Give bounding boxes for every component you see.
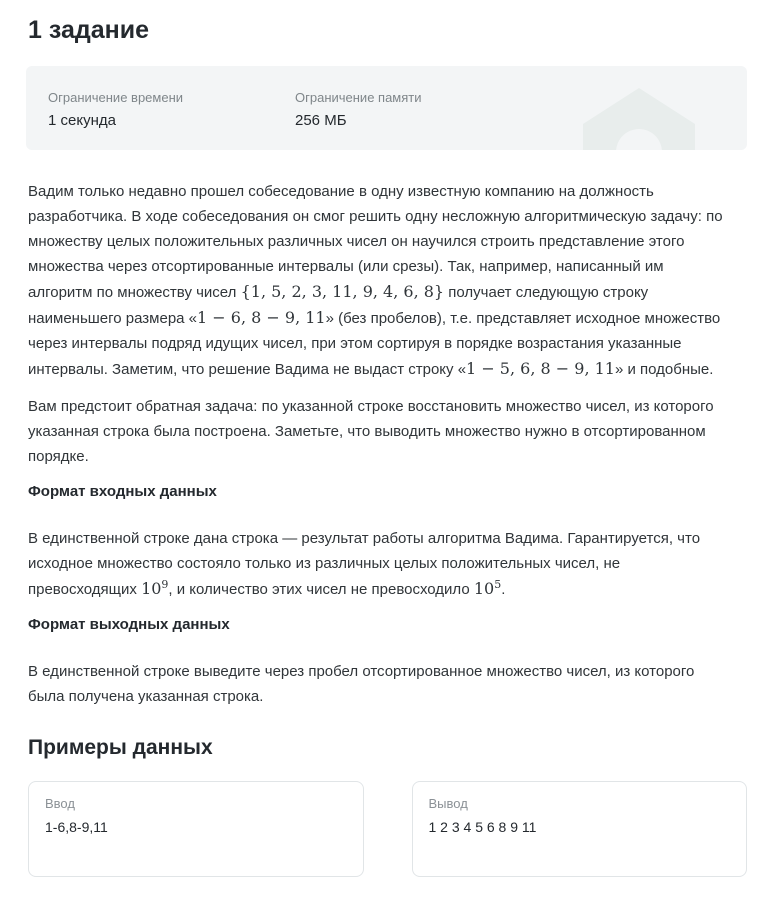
sample-output-value: 1 2 3 4 5 6 8 9 11 [428, 819, 537, 835]
math-wrong-string: 1 − 5, 6, 8 − 9, 11 [466, 359, 615, 378]
input-format-text-1: В единственной строке дана строка — результат работы алгоритма Вадима. Гарантируется, что исходное множество состояло только из различных целых положительных чисел, не превосходящих [28, 530, 701, 598]
memory-limit-label: Ограничение памяти [295, 90, 422, 105]
sample-input-box [28, 781, 364, 877]
intro-text-1: Вадим только недавно прошел собеседование в одну известную компанию на должность разработчика. В ходе собеседования он смог решить одну несложную алгоритмическую задачу: по множеству целых положительных различных чисел он научился строить представление этого множества через отсортированные интервалы (или срезы). Так, например, написанный им алгоритм по множеству чисел [28, 183, 723, 301]
math-ten-exp-5: 5 [494, 578, 502, 591]
sample-input-value: 1-6,8-9,11 [45, 819, 108, 835]
memory-limit [295, 90, 422, 129]
limits-panel [26, 66, 747, 150]
sample-output-box [412, 781, 748, 877]
time-limit-value: 1 секунда [48, 112, 116, 129]
sample-input-label: Ввод [45, 796, 75, 811]
input-format-text-2: , и количество этих чисел не превосходило [168, 581, 474, 598]
intro-text-3: » (без пробелов), т.е. представляет исходное множество через интервалы подряд идущих чисел, при этом сортируя в порядке возрастания указанные интервалы. Заметим, что решение Вадима не выдаст строку « [28, 310, 721, 378]
paragraph-output-format: В единственной строке выведите через пробел отсортированное множество чисел, из которого была получена указанная строка. [28, 663, 695, 705]
intro-text-2: получает следующую строку наименьшего размера « [28, 284, 649, 327]
math-ten-2: 10 [473, 579, 495, 598]
math-ten: 10 [141, 579, 162, 598]
page-title: 1 задание [28, 16, 149, 44]
samples-row [28, 781, 747, 877]
problem-statement [28, 179, 747, 709]
time-limit [48, 90, 295, 129]
paragraph-task: Вам предстоит обратная задача: по указанной строке восстановить множество чисел, из которого указанная строка была построена. Заметьте, что выводить множество нужно в отсортированном порядке. [28, 398, 714, 465]
intro-text-4: » и подобные. [614, 361, 714, 378]
math-set: {1, 5, 2, 3, 11, 9, 4, 6, 8} [240, 282, 445, 301]
input-format-heading: Формат входных данных [28, 483, 217, 500]
math-ten-exp-9: 9 [161, 578, 169, 591]
samples-heading: Примеры данных [28, 736, 213, 759]
paragraph-intro [28, 179, 728, 382]
math-result-string: 1 − 6, 8 − 9, 11 [197, 308, 326, 327]
memory-limit-value: 256 МБ [295, 112, 347, 129]
paragraph-input-format [28, 526, 728, 602]
output-format-heading: Формат выходных данных [28, 616, 230, 633]
home-watermark-icon [579, 86, 699, 150]
input-format-text-3: . [501, 581, 506, 598]
sample-output-label: Вывод [428, 796, 468, 811]
time-limit-label: Ограничение времени [48, 90, 184, 105]
